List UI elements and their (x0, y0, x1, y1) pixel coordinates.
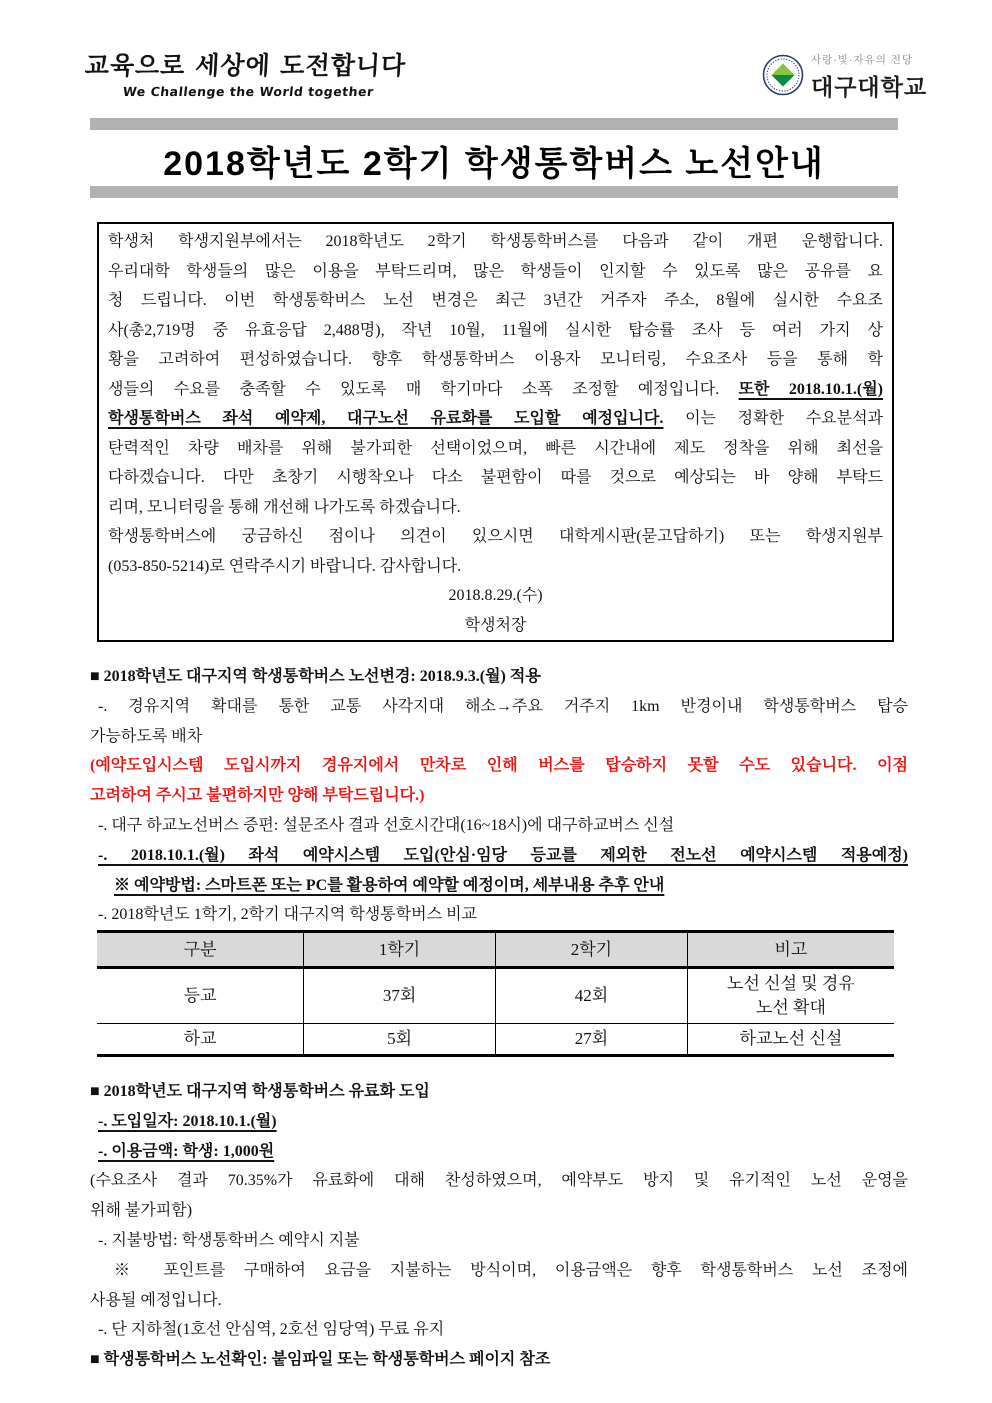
text-line (108, 286, 883, 316)
text-line (108, 257, 883, 287)
text-segment: 가능하도록 배차 (90, 727, 203, 745)
text-line (90, 900, 908, 930)
text-line (108, 493, 883, 523)
table-cell: 등교 (97, 968, 304, 1024)
text-segment: 위해 불가피함) (90, 1202, 193, 1220)
slogan-logo (85, 46, 406, 99)
university-motto: 사랑·빛·자유의 전당 (811, 54, 914, 66)
text-segment: ■ 2018학년도 대구지역 학생통학버스 유료화 도입 (90, 1083, 430, 1100)
notice-box (97, 222, 894, 642)
text-line (90, 1315, 908, 1345)
slogan-korean: 교육으로 세상에 도전합니다 (84, 51, 407, 80)
text-line (90, 662, 908, 692)
table-cell: 하교노선 신설 (687, 1024, 894, 1056)
text-line (108, 581, 883, 611)
text-line (90, 811, 908, 841)
text-segment: ※ 포인트를 구매하여 요금을 지불하는 방식이며, 이용금액은 향후 학생통학버스 노선 조정에 (114, 1261, 908, 1279)
table-cell: 하교 (97, 1024, 304, 1056)
text-segment: 다하겠습니다. 다만 초창기 시행착오나 다소 불편함이 따를 것으로 예상되는 바 양해 부탁드 (108, 469, 883, 486)
text-segment: 고려하여 주시고 불편하지만 양해 부탁드립니다.) (90, 787, 425, 805)
text-segment: 리며, 모니터링을 통해 개선해 나가도록 하겠습니다. (108, 498, 461, 516)
slogan-english: We Challenge the World together (122, 84, 375, 99)
table-header-cell: 비고 (687, 932, 894, 968)
text-segment: (053-850-5214)로 연락주시기 바랍니다. 감사합니다. (108, 557, 462, 575)
text-segment: 우리대학 학생들의 많은 이용을 부탁드리며, 많은 학생들이 인지할 수 있도록 많은 공유를 요 (108, 262, 883, 280)
university-emblem-icon (762, 54, 804, 101)
university-name: 대구대학교 (811, 74, 928, 100)
text-line (90, 1107, 908, 1137)
text-line (108, 316, 883, 346)
text-line (90, 1137, 908, 1167)
text-segment: 학생통학버스에 궁금하신 점이나 의견이 있으시면 대학게시판(묻고답하기) 또는 학생지원부 (108, 528, 883, 545)
text-line (90, 1256, 908, 1286)
text-segment: -. 이용금액: 학생: 1,000원 (98, 1142, 275, 1160)
text-segment: 2018.8.29.(수) (448, 587, 543, 604)
table-row (97, 968, 894, 1024)
text-segment: 황을 고려하여 편성하였습니다. 향후 학생통학버스 이용자 모니터링, 수요조사 등을 통해 학 (108, 351, 883, 368)
text-segment: (예약도입시스템 도입시까지 경유지에서 만차로 인해 버스를 탑승하지 못할 수도 있습니다. 이점 (90, 757, 908, 775)
table-cell: 37회 (304, 968, 496, 1024)
university-logo (762, 52, 927, 102)
text-segment: 사(총2,719명 중 유효응답 2,488명), 작년 10월, 11월에 실시한 탑승률 조사 등 여러 가지 상 (108, 321, 883, 339)
text-segment: 이는 정확한 수요분석과 (663, 410, 883, 427)
text-line (90, 1286, 908, 1316)
text-segment: 학생처장 (464, 616, 527, 634)
text-segment: 학생통학버스 좌석 예약제, 대구노선 유료화를 도입할 예정입니다. (108, 410, 664, 427)
text-segment: -. 도입일자: 2018.10.1.(월) (98, 1112, 277, 1130)
section-route-change (90, 662, 908, 930)
text-line (108, 404, 883, 434)
text-segment: 학생처 학생지원부에서는 2018학년도 2학기 학생통학버스를 다음과 같이 개편 운행합니다. (108, 233, 883, 250)
text-segment: 또한 2018.10.1.(월) (738, 380, 883, 398)
text-line (90, 781, 908, 811)
text-line (90, 1226, 908, 1256)
text-segment: -. 지불방법: 학생통학버스 예약시 지불 (98, 1231, 360, 1249)
text-line (108, 345, 883, 375)
text-segment: -. 단 지하철(1호선 안심역, 2호선 임당역) 무료 유지 (98, 1321, 445, 1339)
text-line (90, 692, 908, 722)
text-line (90, 1345, 908, 1375)
text-segment: -. 대구 하교노선버스 증편: 설문조사 결과 선호시간대(16~18시)에 대구하교버스 신설 (98, 816, 675, 834)
table-cell: 42회 (495, 968, 687, 1024)
text-line (90, 871, 908, 901)
title-bottom-bar (90, 186, 898, 198)
text-line (108, 375, 883, 405)
text-line (108, 434, 883, 464)
page-title: 2018학년도 2학기 학생통학버스 노선안내 (163, 145, 825, 183)
title-top-bar (90, 118, 898, 130)
text-segment: (수요조사 결과 70.35%가 유료화에 대해 찬성하였으며, 예약부도 방지 및 유기적인 노선 운영을 (90, 1172, 908, 1190)
text-segment: -. 2018학년도 1학기, 2학기 대구지역 학생통학버스 비교 (98, 906, 477, 924)
text-line (90, 1077, 908, 1107)
text-segment: 청 드립니다. 이번 학생통학버스 노선 변경은 최근 3년간 거주자 주소, 8월에 실시한 수요조 (108, 292, 883, 309)
text-segment: ※ 예약방법: 스마트폰 또는 PC를 활용하여 예약할 예정이며, 세부내용 추후 안내 (114, 876, 665, 894)
text-line (108, 611, 883, 641)
text-segment: 사용될 예정입니다. (90, 1291, 222, 1309)
text-line (108, 463, 883, 493)
text-segment: ■ 2018학년도 대구지역 학생통학버스 노선변경: 2018.9.3.(월) 적용 (90, 668, 541, 685)
table-row (97, 1024, 894, 1056)
table-header-cell: 구분 (97, 932, 304, 968)
comparison-table (97, 930, 894, 1057)
text-segment: -. 2018.10.1.(월) 좌석 예약시스템 도입(안심·임당 등교를 제외한 전노선 예약시스템 적용예정) (98, 846, 908, 864)
table-cell: 27회 (495, 1024, 687, 1056)
table-header-cell: 2학기 (495, 932, 687, 968)
text-line (90, 751, 908, 781)
text-line (90, 722, 908, 752)
text-line (108, 227, 883, 257)
text-line (108, 522, 883, 552)
text-segment: 생들의 수요를 충족할 수 있도록 매 학기마다 소폭 조정할 예정입니다. (108, 380, 739, 398)
text-segment: ■ 학생통학버스 노선확인: 붙임파일 또는 학생통학버스 페이지 참조 (90, 1351, 551, 1369)
text-line (90, 1166, 908, 1196)
table-header-cell: 1학기 (304, 932, 496, 968)
section-fee (90, 1077, 908, 1375)
text-segment: -. 경유지역 확대를 통한 교통 사각지대 해소→주요 거주지 1km 반경이내 학생통학버스 탑승 (98, 697, 908, 715)
table-cell: 5회 (304, 1024, 496, 1056)
text-segment: 탄력적인 차량 배차를 위해 불가피한 선택이었으며, 빠른 시간내에 제도 정착을 위해 최선을 (108, 439, 883, 457)
text-line (90, 1196, 908, 1226)
text-line (108, 552, 883, 582)
text-line (90, 841, 908, 871)
table-cell: 노선 신설 및 경유 노선 확대 (687, 968, 894, 1024)
